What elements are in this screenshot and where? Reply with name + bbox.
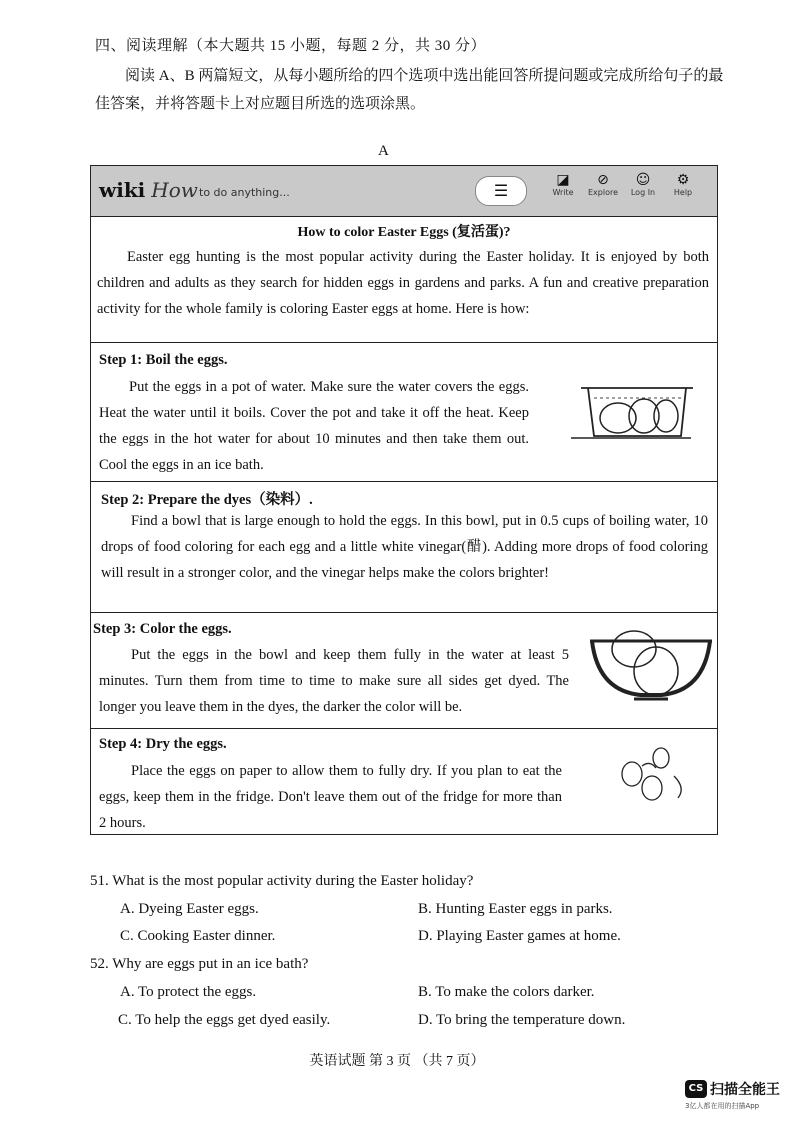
nav-write[interactable]: ◪ Write bbox=[552, 172, 574, 197]
help-icon: ⚙ bbox=[676, 172, 690, 188]
nav-help[interactable]: ⚙ Help bbox=[673, 172, 693, 197]
article-box bbox=[90, 165, 718, 835]
site-header-bar bbox=[91, 166, 717, 217]
site-logo[interactable]: wiki How bbox=[99, 178, 198, 202]
nav-explore[interactable]: ⊘ Explore bbox=[587, 172, 619, 197]
user-icon: ☺ bbox=[635, 172, 651, 188]
explore-icon: ⊘ bbox=[597, 172, 609, 188]
step-1-title: Step 1: Boil the eggs. bbox=[99, 352, 228, 368]
scanner-logo-icon: CS bbox=[685, 1080, 707, 1098]
step-2-text: Find a bowl that is large enough to hold the eggs. In this bowl, put in 0.5 cups of boiling water, 10 drops of food coloring for each egg and a little white vinegar(醋). Adding more drops of food coloring will result in a stronger color, and the vinegar helps make the colors brighter! bbox=[101, 513, 708, 581]
article-intro: Easter egg hunting is the most popular activity during the Easter holiday. It is enjoyed by both children and adults as they search for hidden eggs in gardens and parks. A fun and creative preparation activity for the whole family is coloring Easter eggs at home. Here is how: bbox=[97, 249, 709, 317]
step-1-text: Put the eggs in a pot of water. Make sure the water covers the eggs. Heat the water until it boils. Cover the pot and take it off the heat. Keep the eggs in the hot water for about 10 minutes and then take them out. Cool the eggs in an ice bath. bbox=[99, 379, 529, 473]
step-4-text: Place the eggs on paper to allow them to fully dry. If you plan to eat the eggs, keep them in the fridge. Don't leave them out of the fridge for more than 2 hours. bbox=[99, 763, 562, 831]
passage-label: A bbox=[378, 143, 389, 159]
section-title: 四、阅读理解（本大题共 15 小题，每题 2 分，共 30 分） bbox=[95, 38, 487, 54]
divider bbox=[91, 612, 717, 613]
pot-illustration bbox=[566, 376, 696, 446]
step-2-title: Step 2: Prepare the dyes（染料）. bbox=[101, 492, 313, 508]
nav-login[interactable]: ☺ Log In bbox=[630, 172, 656, 197]
write-icon: ◪ bbox=[556, 172, 570, 188]
option-51-d[interactable]: D. Playing Easter games at home. bbox=[418, 928, 621, 944]
menu-button[interactable] bbox=[475, 176, 527, 206]
question-51: 51. What is the most popular activity during the Easter holiday? bbox=[90, 873, 474, 889]
option-51-b[interactable]: B. Hunting Easter eggs in parks. bbox=[418, 901, 613, 917]
option-51-c[interactable]: C. Cooking Easter dinner. bbox=[120, 928, 276, 944]
question-52: 52. Why are eggs put in an ice bath? bbox=[90, 956, 309, 972]
article-title: How to color Easter Eggs (复活蛋)? bbox=[297, 225, 511, 240]
option-52-a[interactable]: A. To protect the eggs. bbox=[120, 984, 257, 1000]
step-3-text: Put the eggs in the bowl and keep them fully in the water at least 5 minutes. Turn them from time to time to make sure all sides get dyed. The longer you leave them in the dyes, the darker the color will be. bbox=[99, 647, 569, 715]
step-4-title: Step 4: Dry the eggs. bbox=[99, 736, 227, 752]
scanner-watermark: CS 扫描全能王 3亿人都在用的扫描App bbox=[685, 1081, 780, 1110]
option-52-c[interactable]: C. To help the eggs get dyed easily. bbox=[118, 1012, 331, 1028]
option-51-a[interactable]: A. Dyeing Easter eggs. bbox=[120, 901, 259, 917]
divider bbox=[91, 342, 717, 343]
page-footer: 英语试题 第 3 页 （共 7 页） bbox=[309, 1054, 485, 1069]
menu-icon: ☰ bbox=[493, 183, 509, 200]
option-52-d[interactable]: D. To bring the temperature down. bbox=[418, 1012, 626, 1028]
divider bbox=[91, 728, 717, 729]
section-instruction: 阅读 A、B 两篇短文，从每小题所给的四个选项中选出能回答所提问题或完成所给句子的最佳答案，并将答题卡上对应题目所选的选项涂黑。 bbox=[95, 68, 724, 112]
divider bbox=[91, 481, 717, 482]
step-3-title: Step 3: Color the eggs. bbox=[93, 621, 232, 637]
eggs-illustration bbox=[616, 746, 696, 806]
option-52-b[interactable]: B. To make the colors darker. bbox=[418, 984, 595, 1000]
bowl-illustration bbox=[586, 621, 716, 703]
site-tagline: to do anything... bbox=[199, 186, 290, 199]
